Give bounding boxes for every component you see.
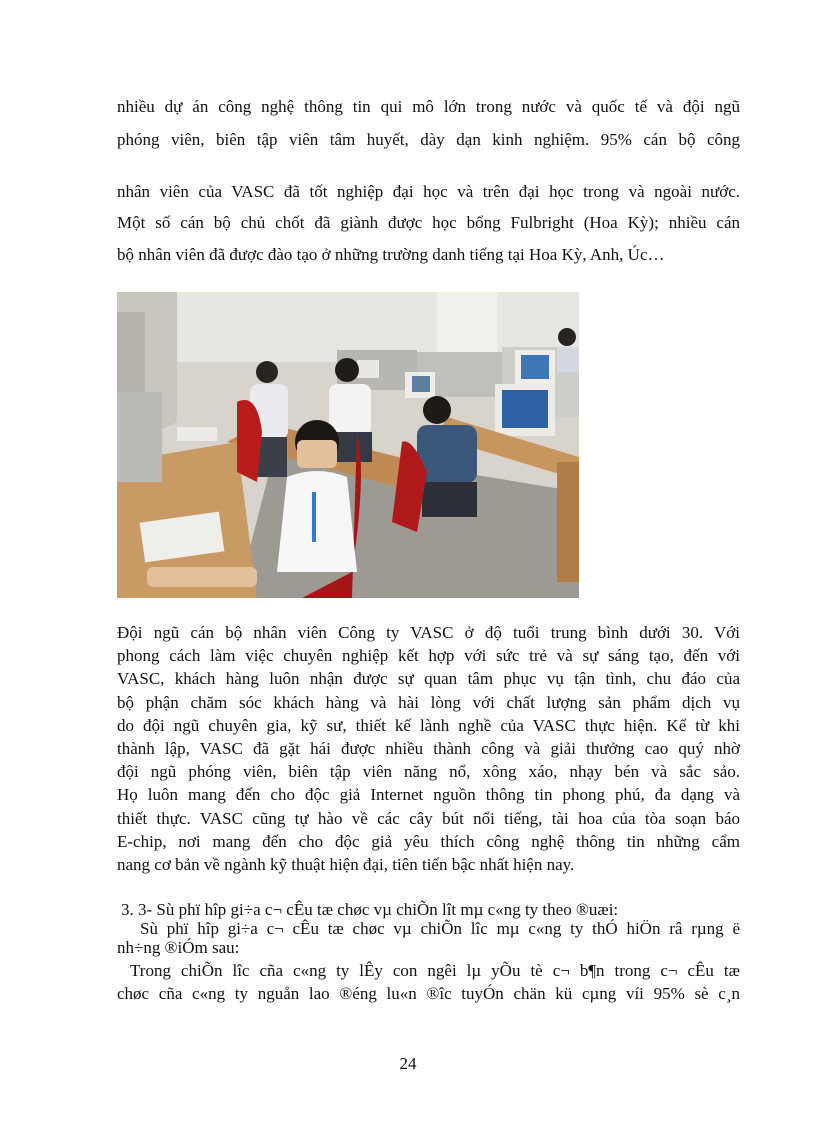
caption-line: phong cách làm việc chuyên nghiệp kết hợp với sức trẻ và sự sáng tạo, đến với <box>117 646 740 666</box>
caption-line: nang cơ bản về ngành kỹ thuật hiện đại, tiên tiến bậc nhất hiện nay. <box>117 855 575 875</box>
section-line: nh÷ng ®iÓm sau: <box>117 938 240 957</box>
section-line: Sù phï hîp gi÷a c¬ cÊu tæ chøc vµ chiÕn lîc mµ c«ng ty thÓ hiÖn râ rµng ë <box>140 919 740 938</box>
caption-line: bộ phận chăm sóc khách hàng và hài lòng với chất lượng sản phẩm dịch vụ <box>117 692 740 712</box>
caption-line: do đội ngũ chuyên gia, kỹ sư, thiết kế lành nghề của VASC thực hiện. Kể từ khi <box>117 715 740 735</box>
section-line: Trong chiÕn lîc cña c«ng ty lÊy con ngêi lµ yÕu tè c¬ b¶n trong c¬ cÊu tæ <box>130 961 740 980</box>
section-line: chøc cña c«ng ty nguån lao ®éng lu«n ®îc tuyÓn chän kü cµng víi 95% sè c¸n <box>117 984 740 1003</box>
paragraph-line: nhân viên của VASC đã tốt nghiệp đại học và trên đại học trong và ngoài nước. <box>117 182 740 201</box>
paragraph-line: Một số cán bộ chủ chốt đã giành được học bổng Fulbright (Hoa Kỳ); nhiều cán <box>117 213 740 232</box>
paragraph-line: bộ nhân viên đã được đào tạo ở những trường danh tiếng tại Hoa Kỳ, Anh, Úc… <box>117 245 665 264</box>
caption-line: VASC, khách hàng luôn nhận được sự quan tâm phục vụ tận tình, chu đáo của <box>117 669 740 689</box>
caption-line: thiết thực. VASC cũng tự hào về các cây bút nổi tiếng, tài hoa của tòa soạn báo <box>117 808 740 828</box>
caption-line: Đội ngũ cán bộ nhân viên Công ty VASC ở độ tuổi trung bình dưới 30. Với <box>117 623 740 642</box>
caption-line: E-chip, nơi mang đến cho độc giả yêu thích công nghệ thông tin những cẩm <box>117 831 740 851</box>
page-number: 24 <box>399 1054 417 1073</box>
section-heading: 3. 3- Sù phï hîp gi÷a c¬ cÊu tæ chøc vµ chiÕn lît mµ c«ng ty theo ®uæi: <box>121 900 619 919</box>
caption-paragraph <box>117 621 740 876</box>
caption-line: Họ luôn mang đến cho độc giả Internet nguồn thông tin phong phú, đa dạng và <box>117 785 740 805</box>
caption-line: đội ngũ phóng viên, biên tập viên năng nổ, xông xáo, nhạy bén và sắc sảo. <box>117 762 740 782</box>
paragraph-line: nhiều dự án công nghệ thông tin qui mô lớn trong nước và quốc tế và đội ngũ <box>117 97 740 116</box>
office-photo-illustration <box>117 292 579 598</box>
caption-line: thành lập, VASC đã gặt hái được nhiều thành công và giải thưởng cao quý nhờ <box>117 739 740 759</box>
paragraph-line: phóng viên, biên tập viên tâm huyết, dày dạn kinh nghiệm. 95% cán bộ công <box>117 130 740 149</box>
office-photo <box>117 292 579 598</box>
